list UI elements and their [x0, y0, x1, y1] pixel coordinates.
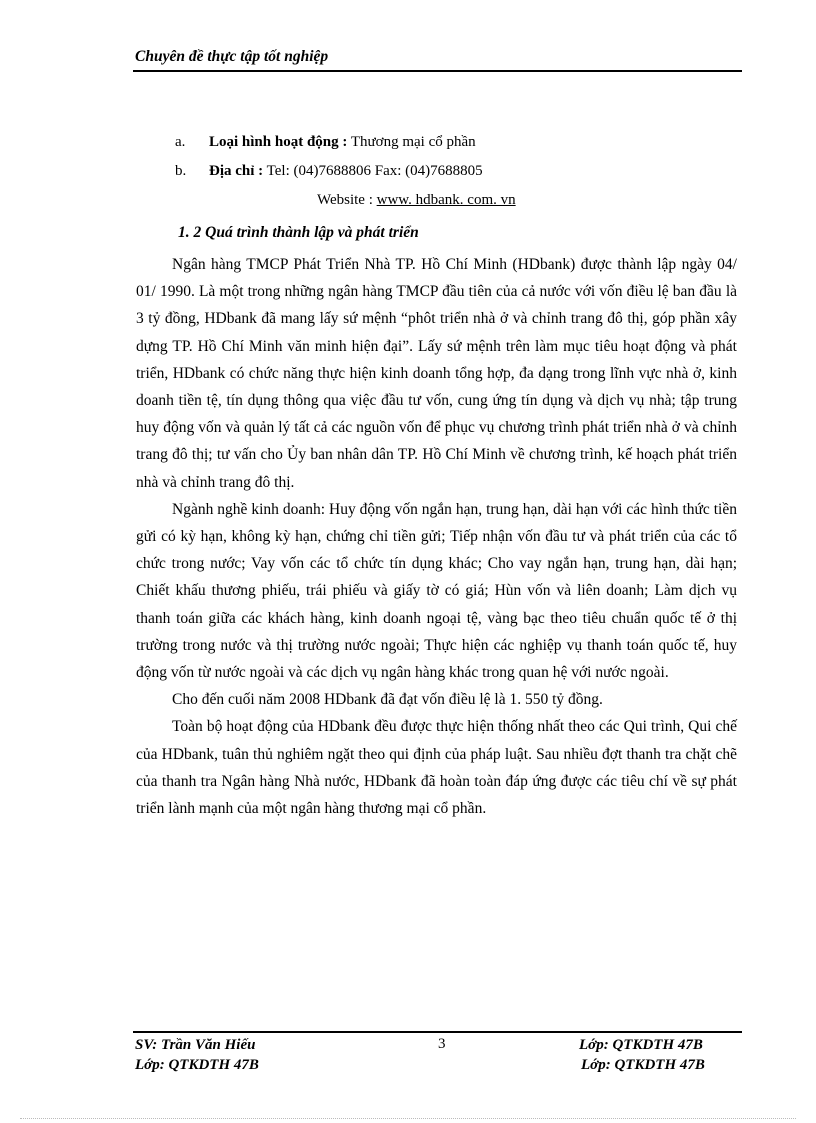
- website-label: Website :: [317, 192, 377, 208]
- footer-class-right-top: Lớp: QTKDTH 47B: [579, 1037, 703, 1053]
- info-label-address: Địa chỉ :: [209, 163, 264, 179]
- paragraph-history: Ngân hàng TMCP Phát Triển Nhà TP. Hồ Chí Minh (HDbank) được thành lập ngày 04/ 01/ 1990. Là một trong những ngân hàng TMCP đầu tiên của cả nước với vốn điều lệ ban đầu là 3 tỷ đồng, HDbank đã mang lấy sứ mệnh “phôt triển nhà ở và chỉnh trang đô thị, góp phần xây dựng TP. Hồ Chí Minh văn minh hiện đại”. Lấy sứ mệnh trên làm mục tiêu hoạt động và phát triển, HDbank có chức năng thực hiện kinh doanh tổng hợp, đa dạng trong lĩnh vực nhà ở, kinh doanh tiền tệ, tín dụng thông qua việc đầu tư vốn, cung ứng tín dụng và dịch vụ nhà; tập trung huy động vốn và quản lý tất cả các nguồn vốn để phục vụ chương trình phát triển nhà ở và chỉnh trang đô thị; tư vấn cho Ủy ban nhân dân TP. Hồ Chí Minh về chương trình, kế hoạch phát triển nhà và chỉnh trang đô thị.: [136, 256, 737, 491]
- footer-class-left: Lớp: QTKDTH 47B: [135, 1057, 259, 1073]
- paragraph-capital: Cho đến cuối năm 2008 HDbank đã đạt vốn điều lệ là 1. 550 tỷ đồng.: [172, 691, 603, 709]
- footer-divider: [133, 1031, 742, 1033]
- info-value-address: Tel: (04)7688806 Fax: (04)7688805: [263, 163, 483, 179]
- paragraph-compliance: Toàn bộ hoạt động của HDbank đều được thực hiện thống nhất theo các Qui trình, Qui chế của HDbank, tuân thủ nghiêm ngặt theo qui định của pháp luật. Sau nhiều đợt thanh tra chặt chẽ của thanh tra Ngân hàng Nhà nước, HDbank đã hoàn toàn đáp ứng được các tiêu chí về sự phát triển lành mạnh của một ngân hàng thương mại cổ phần.: [136, 718, 737, 818]
- info-business-type: [209, 134, 476, 151]
- footer-student-name: SV: Trần Văn Hiếu: [135, 1037, 256, 1053]
- page-bottom-edge: [20, 1118, 796, 1119]
- info-letter-a-row: [175, 134, 185, 151]
- paragraph-business-lines: Ngành nghề kinh doanh: Huy động vốn ngắn hạn, trung hạn, dài hạn với các hình thức tiền gửi có kỳ hạn, không kỳ hạn, chứng chỉ tiền gửi; Tiếp nhận vốn đầu tư và phát triển của các tổ chức trong nước; Vay vốn các tổ chức tín dụng khác; Cho vay ngắn hạn, trung hạn, dài hạn; Chiết khấu thương phiếu, trái phiếu và giấy tờ có giá; Hùn vốn và liên doanh; Làm dịch vụ thanh toán giữa các khách hàng, kinh doanh ngoại tệ, vàng bạc theo tiêu chuẩn quốc tế ở thị trường trong nước và thị trường nước ngoài; Thực hiện các nghiệp vụ thanh toán quốc tế, huy động vốn từ nước ngoài và các dịch vụ ngân hàng khác trong quan hệ với nước ngoài.: [136, 500, 737, 682]
- info-letter: b.: [175, 163, 187, 179]
- header-divider: [133, 70, 742, 72]
- info-letter-b-row: [175, 163, 186, 180]
- page-number: 3: [438, 1036, 446, 1052]
- info-address: [209, 163, 483, 180]
- page-header-title: Chuyên đề thực tập tốt nghiệp: [135, 48, 329, 65]
- info-letter: a.: [175, 134, 186, 150]
- info-value-business-type: Thương mại cổ phần: [347, 134, 476, 150]
- footer-class-right-bottom: Lớp: QTKDTH 47B: [581, 1057, 705, 1073]
- website-link[interactable]: www. hdbank. com. vn: [376, 192, 516, 208]
- section-heading: 1. 2 Quá trình thành lập và phát triển: [178, 224, 419, 241]
- website-line: [317, 192, 516, 209]
- info-label-business-type: Loại hình hoạt động :: [209, 134, 348, 150]
- body-text: [136, 251, 737, 822]
